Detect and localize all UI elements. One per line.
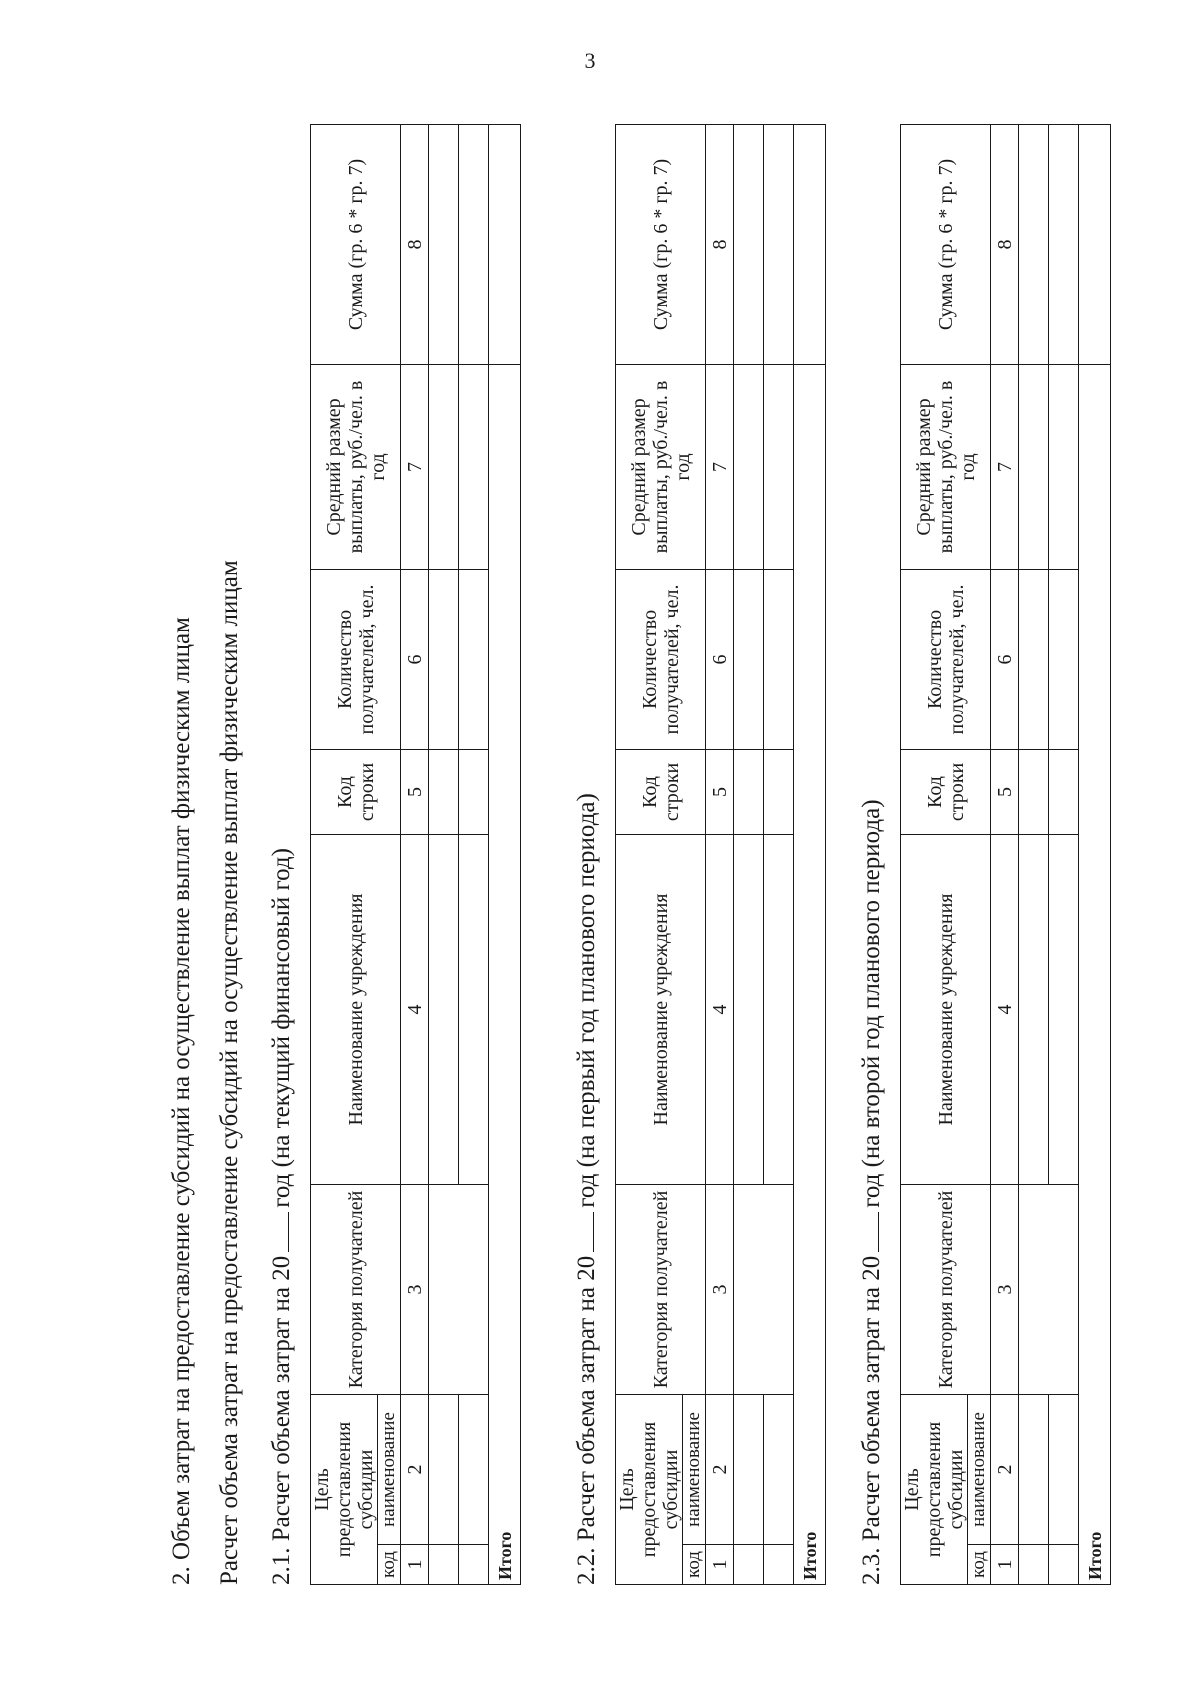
header-name: наименование — [683, 1394, 706, 1544]
header-row-code: Код строки — [901, 749, 991, 834]
header-name: наименование — [968, 1394, 991, 1544]
col-number: 3 — [706, 1184, 734, 1394]
section-title-2-3 — [855, 799, 889, 1585]
col-number: 5 — [401, 749, 429, 834]
table-cell — [764, 834, 794, 1184]
header-avg-payment: Средний размер выплаты, руб./чел. в год — [616, 364, 706, 569]
col-number: 7 — [401, 364, 429, 569]
table-cell — [429, 1184, 489, 1394]
header-category: Категория получателей — [901, 1184, 991, 1394]
table-cell — [1049, 1394, 1079, 1544]
header-sum: Сумма (гр. 6 * гр. 7) — [616, 124, 706, 364]
table-cell — [459, 834, 489, 1184]
table-cell — [459, 569, 489, 749]
table-cell — [1049, 749, 1079, 834]
section-title-suffix: год (на первый год планового периода) — [573, 793, 600, 1208]
table-cell — [459, 1545, 489, 1585]
table-row — [429, 124, 459, 1584]
total-row — [794, 124, 826, 1584]
header-sum: Сумма (гр. 6 * гр. 7) — [311, 124, 401, 364]
header-code: код — [378, 1545, 401, 1585]
total-value — [1079, 124, 1111, 364]
table-cell — [429, 1394, 459, 1544]
total-value — [794, 124, 826, 364]
table-cell — [734, 749, 764, 834]
table-cell — [764, 1545, 794, 1585]
table-cell — [734, 124, 764, 364]
rotated-content — [150, 105, 1150, 1585]
section-subheading: Расчет объема затрат на предоставление субсидий на осуществление выплат физическим лицам — [216, 560, 243, 1585]
year-blank — [858, 1212, 879, 1252]
header-avg-payment: Средний размер выплаты, руб./чел. в год — [311, 364, 401, 569]
table-cell — [1019, 1545, 1049, 1585]
header-institution: Наименование учреждения — [311, 834, 401, 1184]
table-cell — [734, 569, 764, 749]
total-label: Итого — [489, 364, 521, 1584]
table-cell — [734, 1394, 764, 1544]
table-cell — [1049, 834, 1079, 1184]
header-avg-payment: Средний размер выплаты, руб./чел. в год — [901, 364, 991, 569]
col-number: 6 — [706, 569, 734, 749]
column-numbers-row — [991, 124, 1019, 1584]
section-heading: 2. Объем затрат на предоставление субсидий на осуществление выплат физическим лицам — [168, 617, 195, 1585]
page-number: 3 — [584, 48, 596, 73]
header-institution: Наименование учреждения — [616, 834, 706, 1184]
table-cell — [764, 364, 794, 569]
col-number: 1 — [706, 1545, 734, 1585]
column-numbers-row — [401, 124, 429, 1584]
header-category: Категория получателей — [616, 1184, 706, 1394]
table-cell — [1019, 124, 1049, 364]
table-cell — [1049, 1545, 1079, 1585]
col-number: 2 — [401, 1394, 429, 1544]
table-cell — [764, 749, 794, 834]
table-cell — [1019, 1394, 1049, 1544]
column-numbers-row — [706, 124, 734, 1584]
table-cell — [429, 569, 459, 749]
header-goal: Цель предоставления субсидии — [901, 1394, 968, 1584]
col-number: 8 — [991, 124, 1019, 364]
cost-table-2-3 — [900, 124, 1111, 1585]
table-cell — [1019, 1184, 1079, 1394]
header-category: Категория получателей — [311, 1184, 401, 1394]
table-cell — [459, 1394, 489, 1544]
col-number: 2 — [991, 1394, 1019, 1544]
table-cell — [1049, 569, 1079, 749]
col-number: 7 — [706, 364, 734, 569]
col-number: 4 — [401, 834, 429, 1184]
col-number: 4 — [991, 834, 1019, 1184]
table-cell — [429, 834, 459, 1184]
header-sum: Сумма (гр. 6 * гр. 7) — [901, 124, 991, 364]
section-title-prefix: 2.1. Расчет объема затрат на 20 — [268, 1255, 295, 1585]
col-number: 6 — [401, 569, 429, 749]
table-cell — [734, 1545, 764, 1585]
header-code: код — [968, 1545, 991, 1585]
section-title-prefix: 2.3. Расчет объема затрат на 20 — [858, 1255, 885, 1585]
col-number: 3 — [401, 1184, 429, 1394]
header-row-code: Код строки — [616, 749, 706, 834]
total-value — [489, 124, 521, 364]
col-number: 5 — [706, 749, 734, 834]
section-title-suffix: год (на второй год планового периода) — [858, 799, 885, 1208]
header-code: код — [683, 1545, 706, 1585]
table-cell — [1019, 749, 1049, 834]
table-cell — [429, 364, 459, 569]
table-cell — [764, 569, 794, 749]
table-row — [1019, 124, 1049, 1584]
table-cell — [1019, 364, 1049, 569]
table-cell — [734, 834, 764, 1184]
col-number: 4 — [706, 834, 734, 1184]
table-cell — [734, 1184, 794, 1394]
header-goal: Цель предоставления субсидии — [616, 1394, 683, 1584]
cost-table-2-2 — [615, 124, 826, 1585]
section-title-prefix: 2.2. Расчет объема затрат на 20 — [573, 1255, 600, 1585]
header-recipients: Количество получателей, чел. — [901, 569, 991, 749]
table-cell — [459, 364, 489, 569]
header-name: наименование — [378, 1394, 401, 1544]
section-title-2-2 — [570, 793, 604, 1585]
col-number: 8 — [706, 124, 734, 364]
col-number: 3 — [991, 1184, 1019, 1394]
table-row — [734, 124, 764, 1584]
header-recipients: Количество получателей, чел. — [616, 569, 706, 749]
total-row — [1079, 124, 1111, 1584]
table-cell — [1049, 124, 1079, 364]
table-cell — [764, 124, 794, 364]
section-title-suffix: год (на текущий финансовый год) — [268, 848, 295, 1208]
total-row — [489, 124, 521, 1584]
table-cell — [459, 124, 489, 364]
table-cell — [764, 1394, 794, 1544]
table-cell — [429, 124, 459, 364]
total-label: Итого — [1079, 364, 1111, 1584]
header-goal: Цель предоставления субсидии — [311, 1394, 378, 1584]
col-number: 1 — [991, 1545, 1019, 1585]
year-blank — [573, 1212, 594, 1252]
table-cell — [1049, 364, 1079, 569]
col-number: 1 — [401, 1545, 429, 1585]
col-number: 2 — [706, 1394, 734, 1544]
header-recipients: Количество получателей, чел. — [311, 569, 401, 749]
header-row-code: Код строки — [311, 749, 401, 834]
section-title-2-1 — [265, 848, 299, 1585]
table-cell — [429, 749, 459, 834]
col-number: 8 — [401, 124, 429, 364]
col-number: 7 — [991, 364, 1019, 569]
table-cell — [429, 1545, 459, 1585]
col-number: 6 — [991, 569, 1019, 749]
table-cell — [1019, 834, 1049, 1184]
year-blank — [268, 1212, 289, 1252]
total-label: Итого — [794, 364, 826, 1584]
cost-table-2-1 — [310, 124, 521, 1585]
table-cell — [734, 364, 764, 569]
header-institution: Наименование учреждения — [901, 834, 991, 1184]
table-cell — [459, 749, 489, 834]
table-cell — [1019, 569, 1049, 749]
col-number: 5 — [991, 749, 1019, 834]
